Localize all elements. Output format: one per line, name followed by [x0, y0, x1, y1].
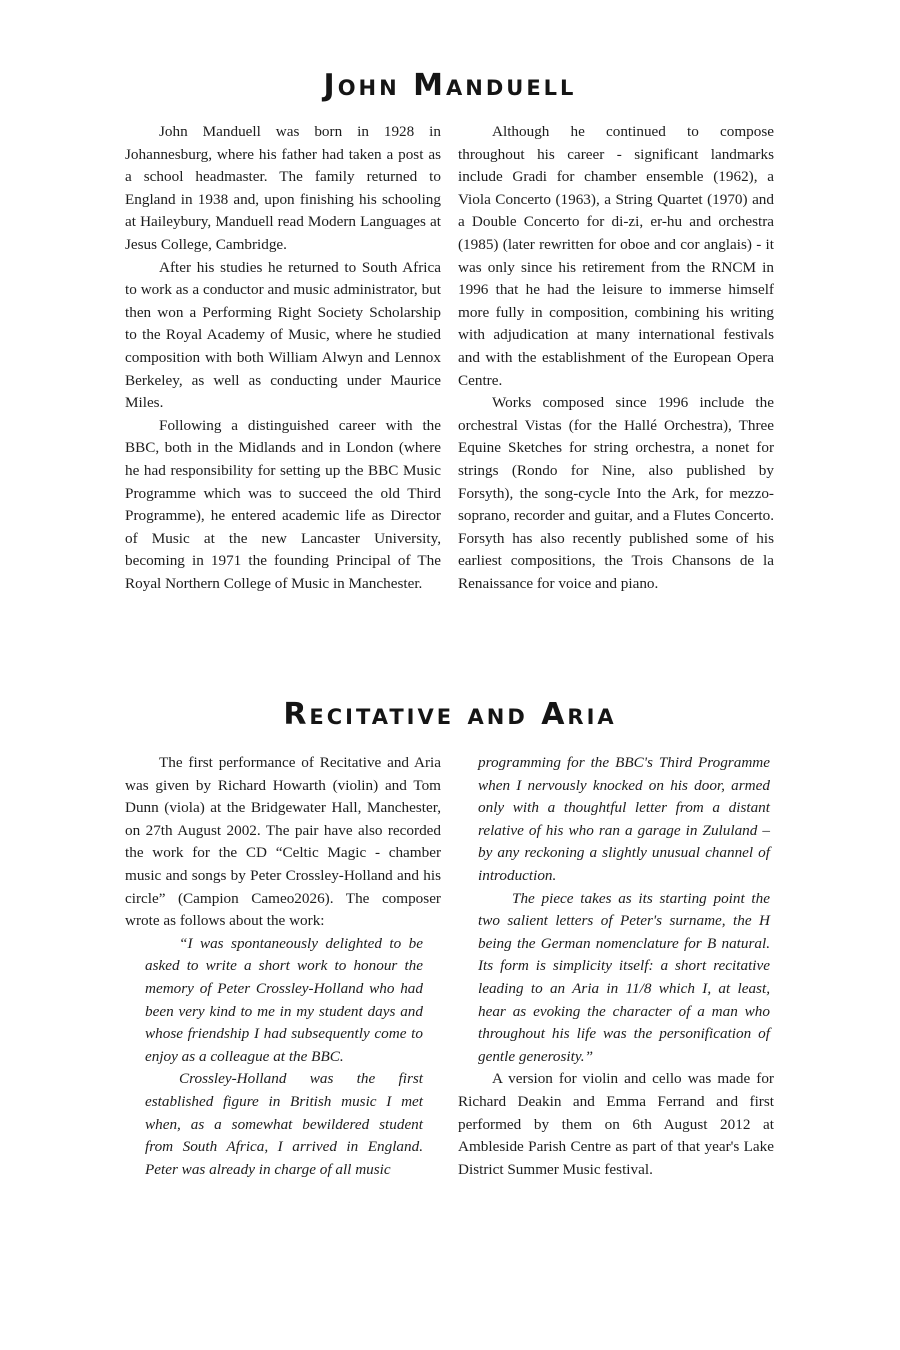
- composer-quote-continuation: [458, 752, 774, 1068]
- bio-column-right: [458, 121, 774, 595]
- bio-paragraph: Following a distinguished career with the BBC, both in the Midlands and in London (where he had responsibility for setting up the BBC Music Programme which was to succeed the old Third Programme), he entered academic life as Director of Music at the new Lancaster University, becoming in 1971 the founding Principal of The Royal Northern College of Music in Manchester.: [125, 416, 441, 592]
- bio-paragraph: Works composed since 1996 include the orchestral Vistas (for the Hallé Orchestra), Three Equine Sketches for string orchestra, a nonet for strings (Rondo for Nine, also published by Forsyth), the song-cycle Into the Ark, for mezzo-soprano, recorder and guitar, and a Flutes Concerto. Forsyth has also recently published some of his earliest compositions, the Trois Chansons de la Renaissance for voice and piano.: [458, 394, 774, 592]
- bio-paragraph: John Manduell was born in 1928 in Johannesburg, where his father had taken a post as a school headmaster. The family returned to England in 1938 and, upon finishing his schooling at Haileybury, Manduell read Modern Languages at Jesus College, Cambridge.: [125, 123, 441, 253]
- composer-quote-paragraph: The piece takes as its starting point the two salient letters of Peter's surname, the H being the German nomenclature for B natural. Its form is simplicity itself: a short recitative leading to an Aria in 11/8 which I, at least, hear as evoking the character of a man who throughout his life was the personification of gentle generosity.”: [478, 889, 770, 1065]
- composer-quote-paragraph: “I was spontaneously delighted to be asked to write a short work to honour the memory of Peter Crossley-Holland who had been very kind to me in my student days and whose friendship I had subsequently come to enjoy as a colleague at the BBC.: [145, 934, 423, 1065]
- composer-quote-paragraph: programming for the BBC's Third Programme when I nervously knocked on his door, armed only with a thoughtful letter from a distant relative of his who ran a garage in Zululand – by any reckoning a slightly unusual channel of introduction.: [478, 754, 770, 884]
- bio-paragraph: After his studies he returned to South Africa to work as a conductor and music administrator, but then won a Performing Right Society Scholarship to the Royal Academy of Music, where he studied composition with both William Alwyn and Lennox Berkeley, as well as conducting under Maurice Miles.: [125, 258, 441, 412]
- notes-outro-paragraph: A version for violin and cello was made for Richard Deakin and Emma Ferrand and first performed by them on 6th August 2012 at Ambleside Parish Centre as part of that year's Lake District Summer Music festival.: [458, 1070, 774, 1178]
- section-title-recitative-and-aria: Recitative and Aria: [283, 697, 617, 732]
- bio-paragraph: Although he continued to compose throughout his career - significant landmarks include Gradi for chamber ensemble (1962), a Viola Concerto (1963), a String Quartet (1970) and a Double Concerto for di-zi, er-hu and orchestra (1985) (later rewritten for oboe and cor anglais) - it was only since his retirement from the RNCM in 1996 that he had the leisure to immerse himself more fully in composition, combining his writing with adjudication at many international festivals and with the establishment of the European Opera Centre.: [458, 123, 774, 389]
- notes-column-left: [125, 752, 441, 1181]
- composer-quote-block: [125, 933, 441, 1182]
- notes-column-right: [458, 752, 774, 1181]
- composer-quote-paragraph: Crossley-Holland was the first established figure in British music I met when, as a somewhat bewildered student from South Africa, I arrived in England. Peter was already in charge of all music: [145, 1070, 423, 1178]
- section-title-john-manduell: John Manduell: [323, 68, 577, 103]
- bio-column-left: [125, 121, 441, 595]
- notes-intro-paragraph: The first performance of Recitative and Aria was given by Richard Howarth (violin) and Tom Dunn (viola) at the Bridgewater Hall, Manchester, on 27th August 2002. The pair have also recorded the work for the CD “Celtic Magic - chamber music and songs by Peter Crossley-Holland and his circle” (Campion Cameo2026). The composer wrote as follows about the work:: [125, 754, 441, 930]
